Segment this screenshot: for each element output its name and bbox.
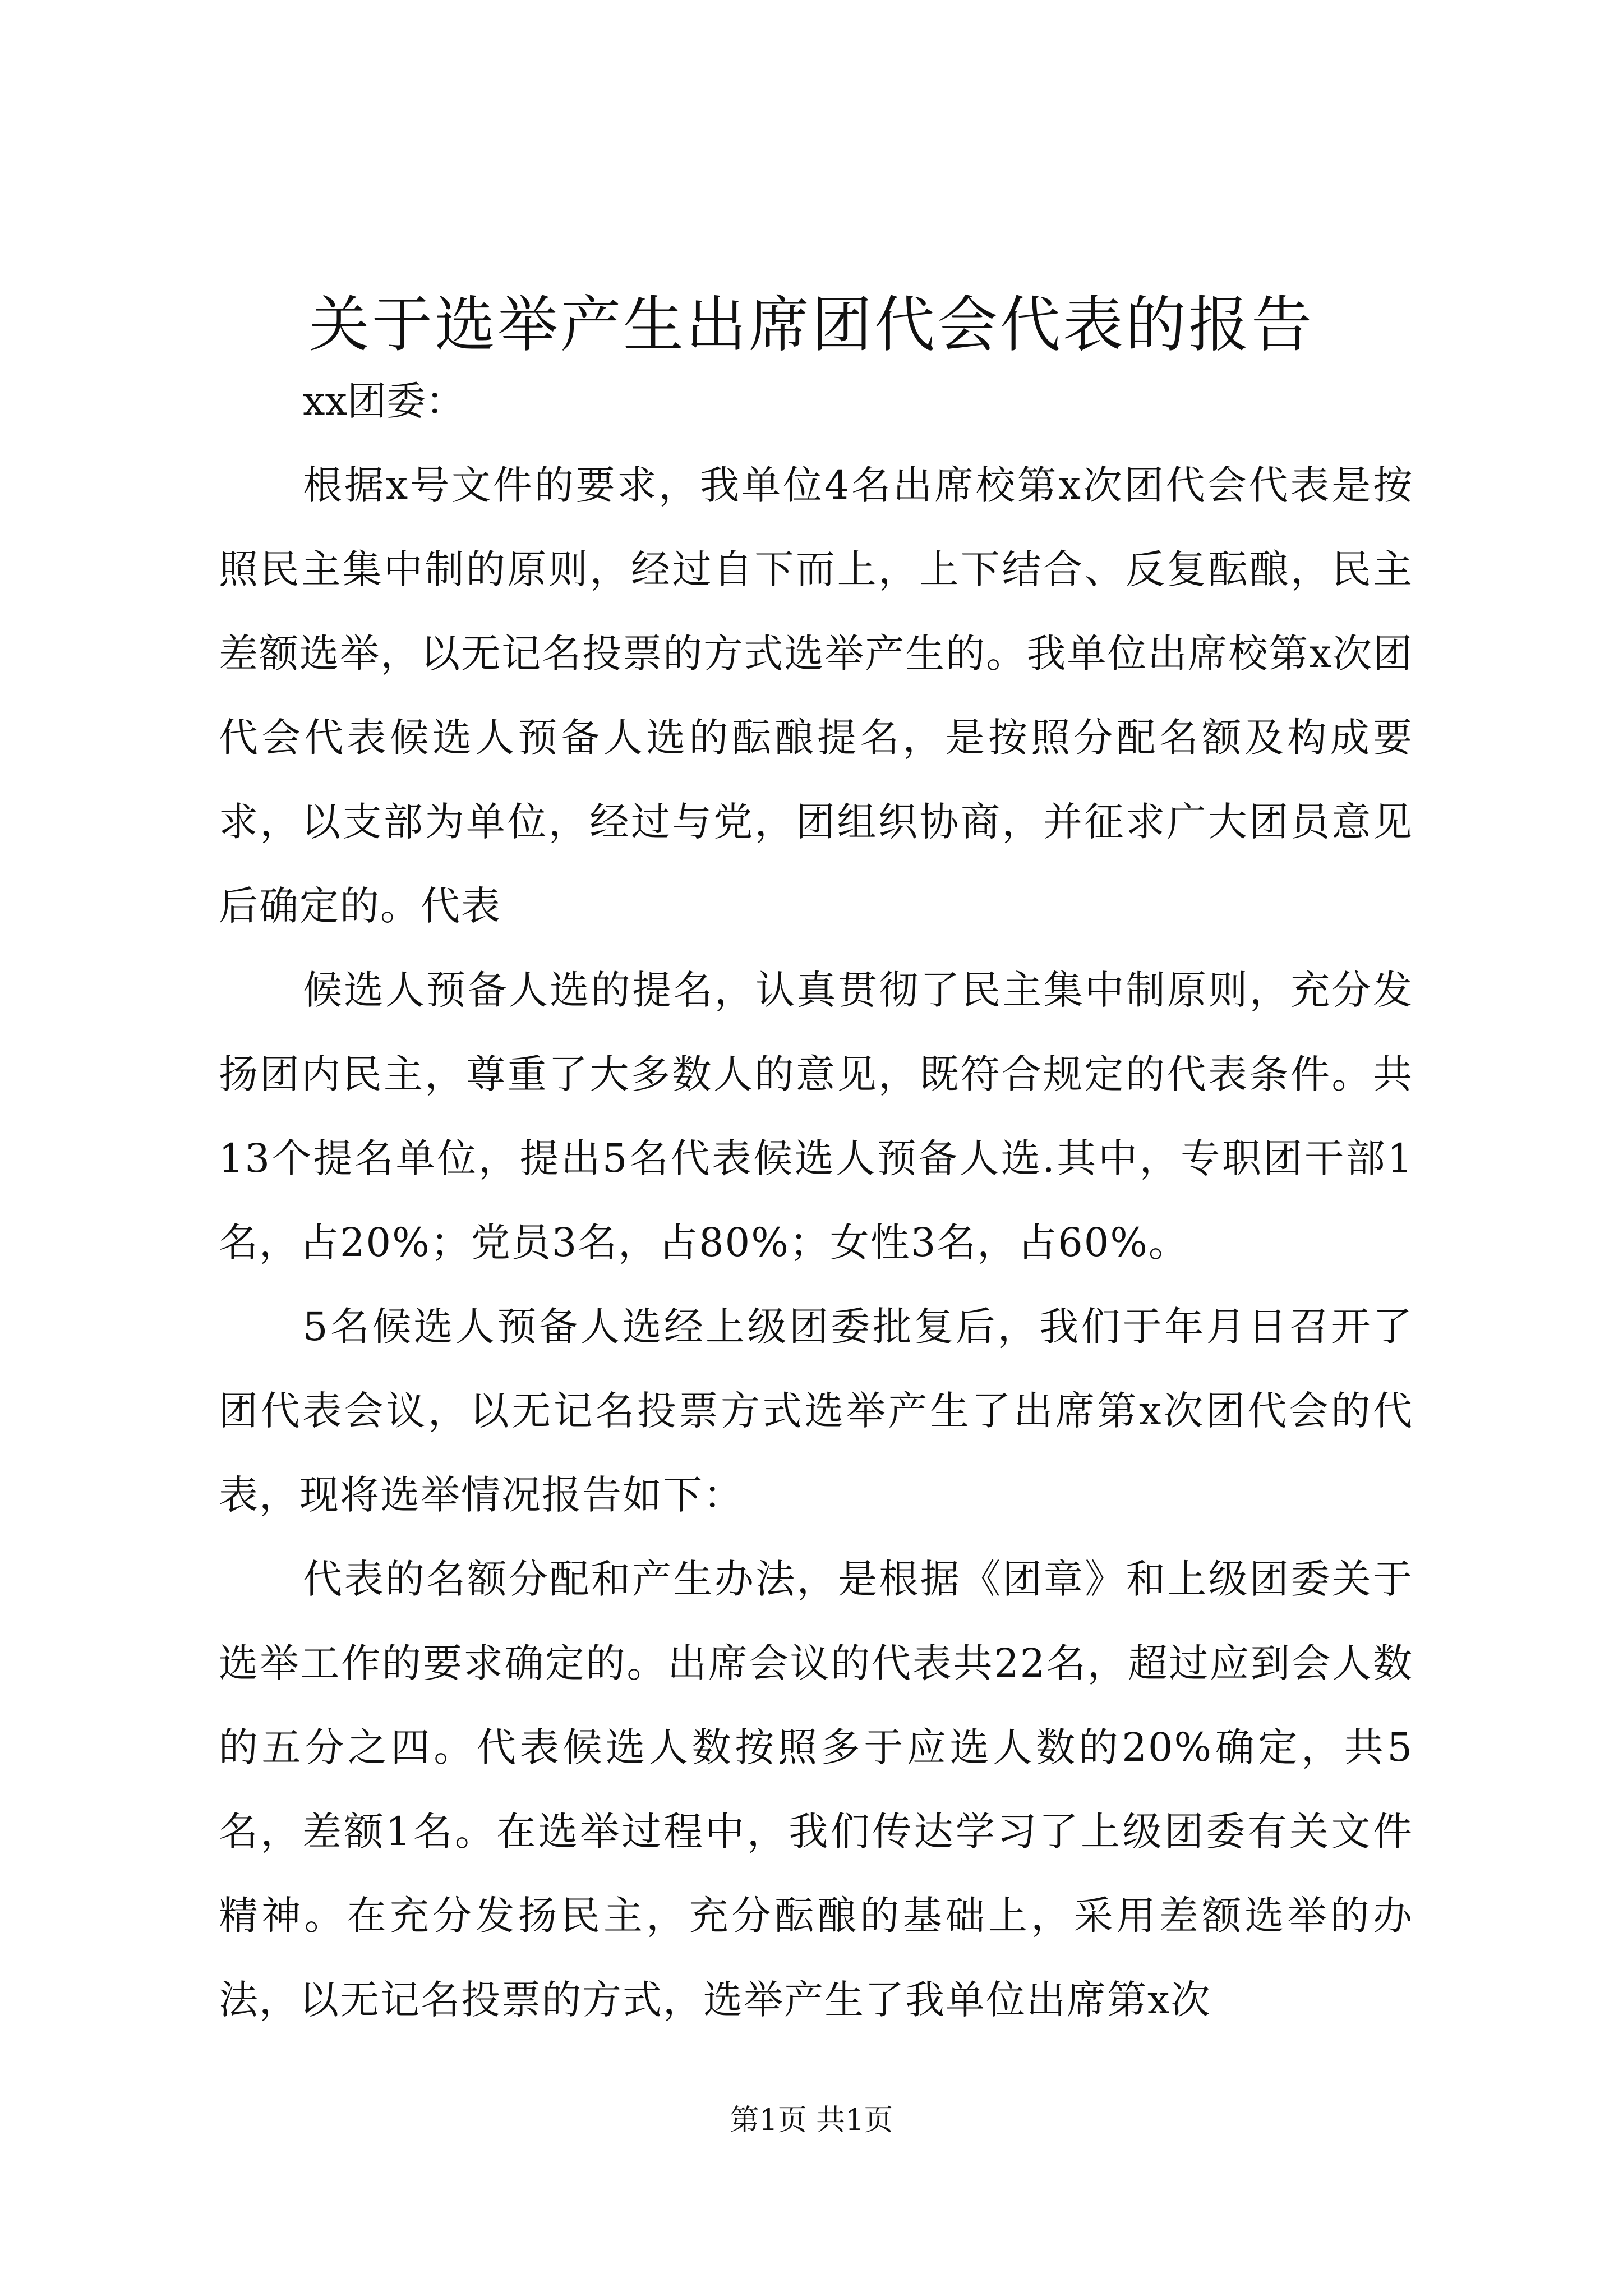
document-body bbox=[219, 359, 1413, 2042]
page-footer: 第1页 共1页 bbox=[730, 2104, 893, 2137]
salutation: xx团委： bbox=[303, 378, 465, 424]
document-title: 关于选举产生出席团代会代表的报告 bbox=[308, 290, 1314, 360]
paragraph-4: 代表的名额分配和产生办法，是根据《团章》和上级团委关于选举工作的要求确定的。出席会议的代表共22名，超过应到会人数的五分之四。代表候选人数按照多于应选人数的20%确定，共5名，差额1名。在选举过程中，我们传达学习了上级团委有关文件精神。在充分发扬民主，充分酝酿的基础上，采用差额选举的办法，以无记名投票的方式，选举产生了我单位出席第x次 bbox=[219, 1556, 1413, 2023]
paragraph-2: 候选人预备人选的提名，认真贯彻了民主集中制原则，充分发扬团内民主，尊重了大多数人的意见，既符合规定的代表条件。共13个提名单位，提出5名代表候选人预备人选.其中，专职团干部1名，占20%；党员3名，占80%；女性3名，占60%。 bbox=[219, 967, 1413, 1266]
paragraph-3: 5名候选人预备人选经上级团委批复后，我们于年月日召开了团代表会议，以无记名投票方式选举产生了出席第x次团代会的代表，现将选举情况报告如下： bbox=[219, 1304, 1413, 1518]
paragraph-1: 根据x号文件的要求，我单位4名出席校第x次团代会代表是按照民主集中制的原则，经过自下而上，上下结合、反复酝酿，民主差额选举，以无记名投票的方式选举产生的。我单位出席校第x次团代会代表候选人预备人选的酝酿提名，是按照分配名额及构成要求，以支部为单位，经过与党，团组织协商，并征求广大团员意见后确定的。代表 bbox=[219, 462, 1413, 929]
